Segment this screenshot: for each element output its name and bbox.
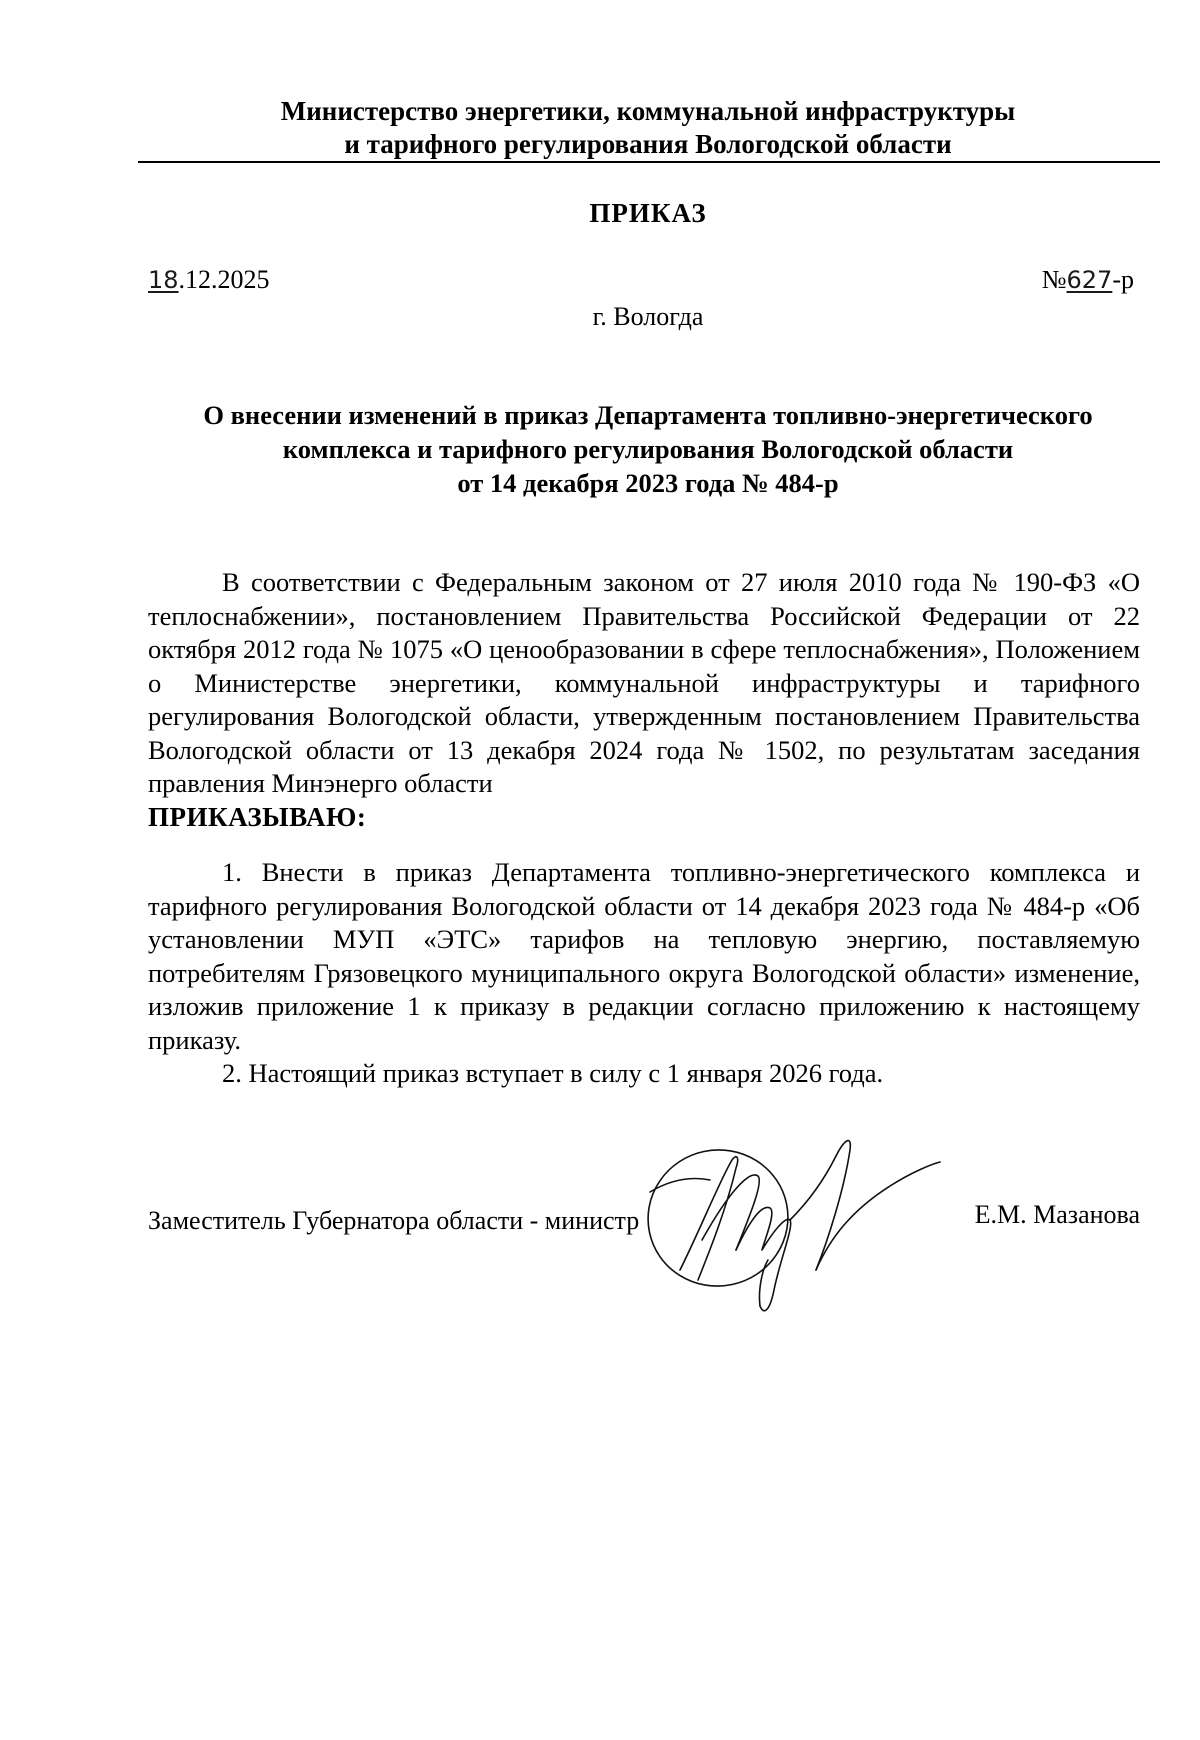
title-line-1: О внесении изменений в приказ Департамента топливно-энергетического xyxy=(203,400,1093,430)
document-number xyxy=(1042,265,1134,295)
document-city: г. Вологда xyxy=(592,302,704,331)
document-type: ПРИКАЗ xyxy=(589,198,707,228)
order-item-1: 1. Внести в приказ Департамента топливно-энергетического комплекса и тарифного регулирования Вологодской области от 14 декабря 2023 года № 484-р «Об установлении МУП «ЭТС» тарифов на тепловую энергию, поставляемую потребителям Грязовецкого муниципального округа Вологодской области» изменение, изложив приложение 1 к приказу в редакции согласно приложению к настоящему приказу. xyxy=(148,857,1140,1055)
date-day-handwritten: 18 xyxy=(148,266,179,294)
ministry-header xyxy=(138,95,1158,161)
date-month-year: .12.2025 xyxy=(178,265,270,294)
order-word: ПРИКАЗЫВАЮ: xyxy=(148,801,367,832)
ministry-header-line-2: и тарифного регулирования Вологодской области xyxy=(344,129,952,159)
number-value-handwritten: 627 xyxy=(1066,266,1113,294)
document-body xyxy=(148,566,1140,1091)
order-item-2: 2. Настоящий приказ вступает в силу с 1 января 2026 года. xyxy=(222,1058,884,1088)
number-sign: № xyxy=(1041,265,1067,294)
document-date xyxy=(148,265,270,295)
signatory-name: Е.М. Мазанова xyxy=(974,1200,1140,1229)
document-title xyxy=(138,398,1158,500)
signatory-position: Заместитель Губернатора области - министр xyxy=(148,1206,640,1235)
preamble-paragraph: В соответствии с Федеральным законом от 27 июля 2010 года № 190-ФЗ «О теплоснабжении», постановлением Правительства Российской Федерации от 22 октября 2012 года № 1075 «О ценообразовании в сфере теплоснабжения», Положением о Министерстве энергетики, коммунальной инфраструктуры и тарифного регулирования Вологодской области, утвержденным постановлением Правительства Вологодской области от 13 декабря 2024 года № 1502, по результатам заседания правления Минэнерго области xyxy=(148,567,1140,798)
ministry-header-line-1: Министерство энергетики, коммунальной инфраструктуры xyxy=(280,96,1016,126)
header-divider xyxy=(138,161,1160,163)
number-suffix: -р xyxy=(1112,265,1134,294)
title-line-2: комплекса и тарифного регулирования Вологодской области xyxy=(282,434,1014,464)
handwritten-signature xyxy=(640,1120,980,1320)
title-line-3: от 14 декабря 2023 года № 484-р xyxy=(457,468,839,498)
